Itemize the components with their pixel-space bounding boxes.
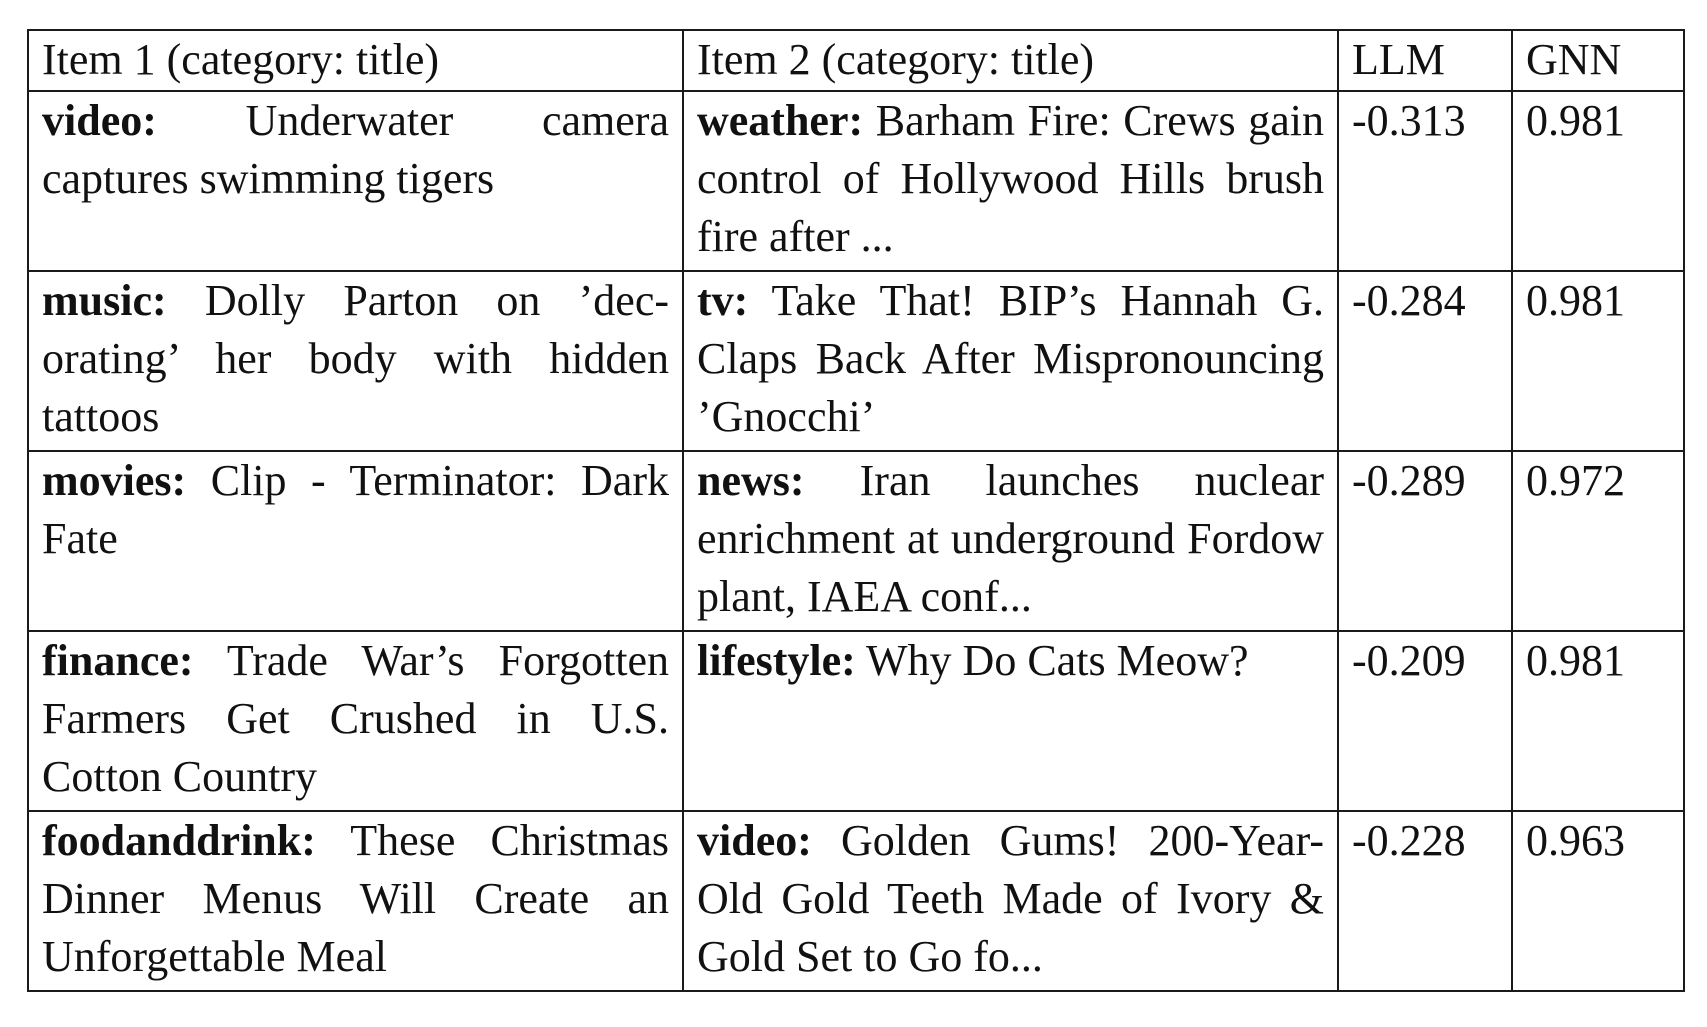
header-llm: LLM [1338, 30, 1512, 91]
item-1-category: movies: [42, 456, 187, 505]
item-1-cell [28, 631, 683, 811]
llm-score: -0.284 [1338, 271, 1512, 451]
gnn-score: 0.981 [1512, 271, 1684, 451]
item-2-cell [683, 631, 1338, 811]
item-1-cell [28, 91, 683, 271]
item-2-title: Iran launches nuclear enrichment at underground Fordow plant, IAEA conf... [697, 456, 1325, 621]
item-2-category: tv: [697, 276, 749, 325]
item-1-title: Underwater camera captures swimming tigers [42, 96, 669, 203]
table-row [28, 271, 1684, 451]
item-1-cell [28, 811, 683, 991]
gnn-score: 0.981 [1512, 91, 1684, 271]
item-1-title: Clip - Terminator: Dark Fate [42, 456, 669, 563]
similarity-table [27, 29, 1685, 992]
item-1-cell [28, 451, 683, 631]
item-1-title: Dolly Parton on ’decorating’ her body with hidden tattoos [42, 276, 669, 441]
item-1-category: music: [42, 276, 167, 325]
item-1-cell [28, 271, 683, 451]
gnn-score: 0.963 [1512, 811, 1684, 991]
table-row [28, 451, 1684, 631]
llm-score: -0.209 [1338, 631, 1512, 811]
header-item-1: Item 1 (category: title) [28, 30, 683, 91]
item-2-cell [683, 811, 1338, 991]
table-row [28, 91, 1684, 271]
item-2-cell [683, 271, 1338, 451]
item-1-title: These Christmas Dinner Menus Will Create an Unforgettable Meal [42, 816, 669, 981]
item-2-title: Why Do Cats Meow? [866, 636, 1249, 685]
gnn-score: 0.981 [1512, 631, 1684, 811]
table-row [28, 631, 1684, 811]
header-item-2: Item 2 (category: title) [683, 30, 1338, 91]
item-2-cell [683, 451, 1338, 631]
item-2-category: video: [697, 816, 812, 865]
item-1-category: foodanddrink: [42, 816, 316, 865]
item-1-title: Trade War’s Forgotten Farmers Get Crushed in U.S. Cotton Country [42, 636, 669, 801]
item-2-title: Golden Gums! 200-Year-Old Gold Teeth Made of Ivory & Gold Set to Go fo... [697, 816, 1325, 981]
item-1-category: video: [42, 96, 157, 145]
table-row [28, 811, 1684, 991]
item-2-category: lifestyle: [697, 636, 856, 685]
llm-score: -0.289 [1338, 451, 1512, 631]
gnn-score: 0.972 [1512, 451, 1684, 631]
item-2-title: Barham Fire: Crews gain control of Hollywood Hills brush fire after ... [697, 96, 1324, 261]
item-2-category: weather: [697, 96, 864, 145]
item-2-title: Take That! BIP’s Hannah G. Claps Back After Mispronouncing ’Gnocchi’ [697, 276, 1324, 441]
header-row [28, 30, 1684, 91]
header-gnn: GNN [1512, 30, 1684, 91]
item-1-category: finance: [42, 636, 194, 685]
llm-score: -0.313 [1338, 91, 1512, 271]
llm-score: -0.228 [1338, 811, 1512, 991]
item-2-cell [683, 91, 1338, 271]
item-2-category: news: [697, 456, 805, 505]
